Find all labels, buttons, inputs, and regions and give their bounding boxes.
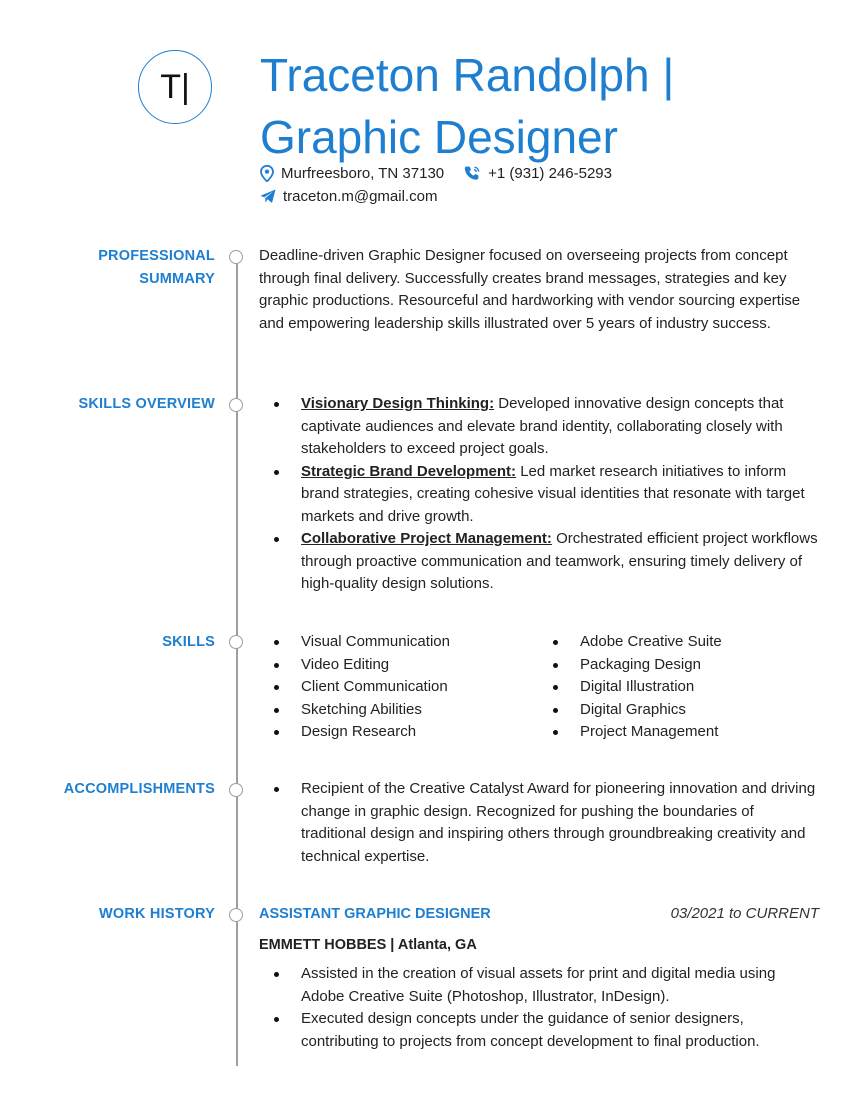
section-title-skills: SKILLS [162,634,215,650]
job-title: ASSISTANT GRAPHIC DESIGNER [259,906,491,922]
accomplishments-list [259,778,819,868]
skills-column-1 [259,631,538,744]
list-item [259,528,819,596]
list-item: Sketching Abilities [259,699,538,722]
skill-overview-label: Collaborative Project Management: [301,530,552,547]
list-item: Adobe Creative Suite [538,631,817,654]
job-employer: EMMETT HOBBES | Atlanta, GA [259,936,477,953]
send-icon [260,189,276,204]
list-item: Project Management [538,721,817,744]
timeline-dot-summary [229,250,243,264]
summary-text: Deadline-driven Graphic Designer focused on overseeing projects from concept through final delivery. Successfully creates brand messages, strategies and key graphic productions. Resourceful and hardworking with vendor sourcing expertise and empowering leadership skills illustrated over 5 years of industry success. [259,247,801,332]
skill-overview-text: Orchestrated efficient project workflows through proactive communication and teamwork, ensuring timely delivery of high-quality design solutions. [301,530,818,592]
list-item: Video Editing [259,654,538,677]
contact-row-2 [260,188,437,205]
timeline-dot-work-history [229,908,243,922]
name-line-2: Graphic Designer [260,111,618,163]
list-item [259,393,819,461]
timeline-dot-skills [229,635,243,649]
section-title-professional-summary [98,245,215,291]
skills-grid [259,631,819,744]
location-pin-icon [260,165,274,182]
list-item: Digital Graphics [538,699,817,722]
timeline-dot-accomplishments [229,783,243,797]
section-title-work-history: WORK HISTORY [99,906,215,922]
list-item: Assisted in the creation of visual assets for print and digital media using Adobe Creative Suite (Photoshop, Illustrator, InDesign). [259,963,819,1008]
skills-column-2 [538,631,817,744]
list-item: Recipient of the Creative Catalyst Award for pioneering innovation and driving change in graphic design. Recognized for pushing the boundaries of traditional design and inspiring others through groundbreaking creativity and technical expertise. [259,778,819,868]
section-title-skills-overview: SKILLS OVERVIEW [78,396,215,412]
list-item [259,461,819,529]
list-item: Visual Communication [259,631,538,654]
monogram-avatar: T| [138,50,212,124]
name-line-1: Traceton Randolph | [260,49,675,101]
job-header [259,903,819,926]
list-item: Digital Illustration [538,676,817,699]
job-dates: 03/2021 to CURRENT [670,905,819,922]
section-title-line-1: PROFESSIONAL [98,248,215,264]
list-item: Client Communication [259,676,538,699]
list-item: Design Research [259,721,538,744]
skill-overview-label: Strategic Brand Development: [301,462,517,480]
skill-overview-label: Visionary Design Thinking: [301,395,495,412]
timeline-line [236,258,238,1066]
section-title-accomplishments: ACCOMPLISHMENTS [63,781,215,797]
section-title-line-2: SUMMARY [139,271,215,287]
list-item: Packaging Design [538,654,817,677]
skill-overview-text: Developed innovative design concepts that captivate audiences and elevate brand identity, collaborating closely with stakeholders to exceed project goals. [301,395,784,457]
timeline-dot-skills-overview [229,398,243,412]
skills-overview-list [259,393,819,596]
list-item: Executed design concepts under the guidance of senior designers, contributing to projects from concept development to final production. [259,1008,819,1053]
job-bullets [259,963,819,1053]
phone-text: +1 (931) 246-5293 [488,165,612,182]
skill-overview-text: Led market research initiatives to inform brand strategies, creating cohesive visual identities that resonate with target markets and drive growth. [301,462,805,525]
contact-row-1 [260,165,612,182]
job-entry [259,903,819,1053]
email-text: traceton.m@gmail.com [283,188,438,205]
candidate-name [260,44,820,168]
location-text: Murfreesboro, TN 37130 [281,165,445,182]
phone-icon [464,165,481,182]
